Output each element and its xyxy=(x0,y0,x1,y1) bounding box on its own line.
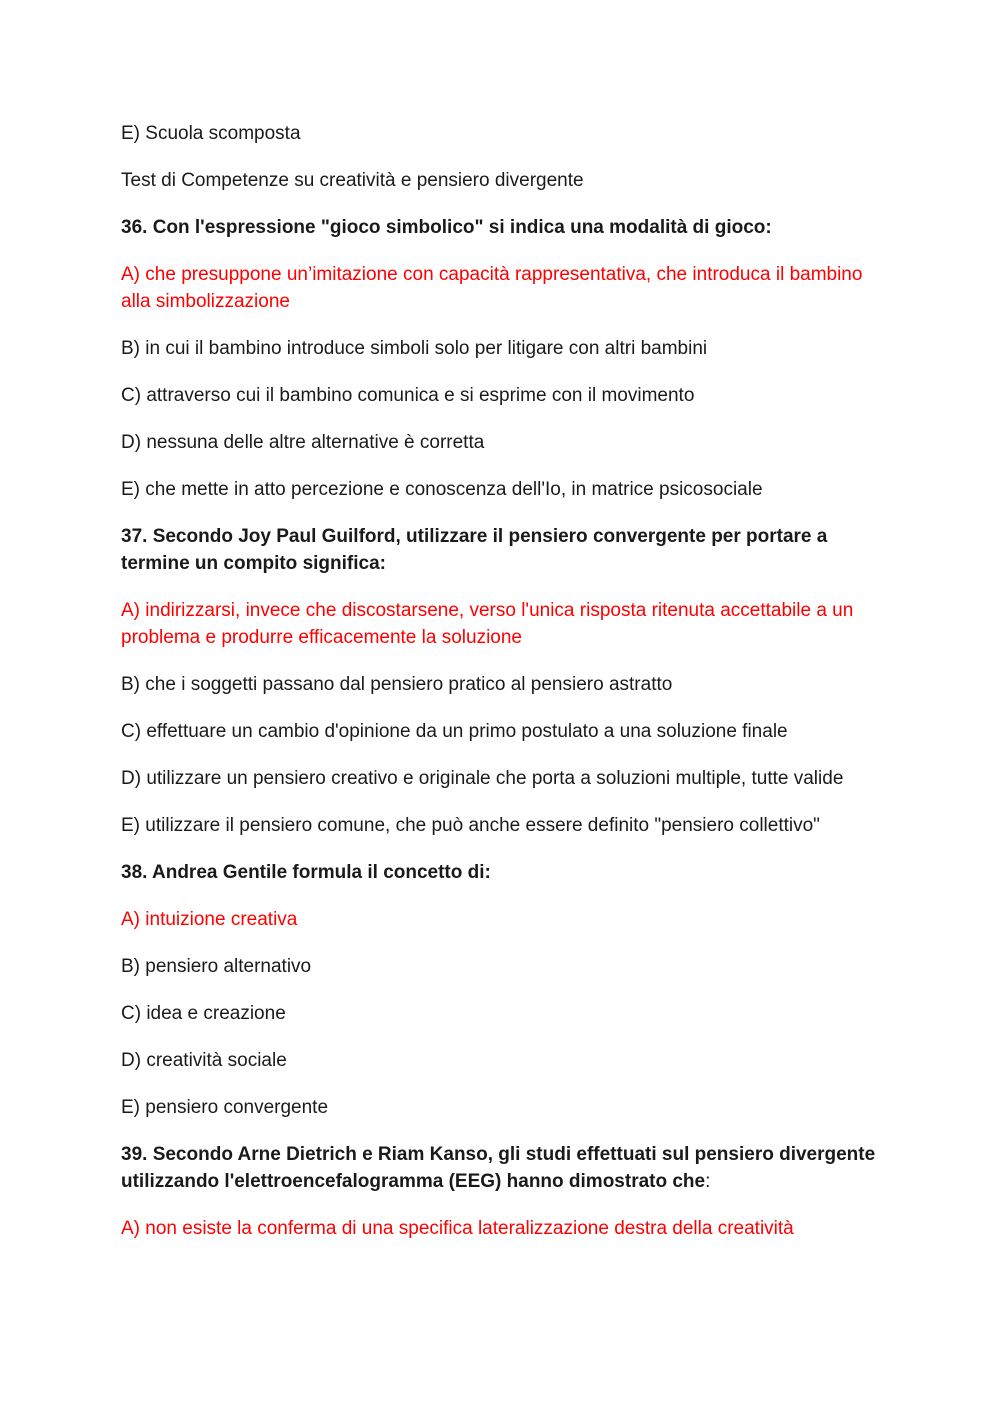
question-39-text: 39. Secondo Arne Dietrich e Riam Kanso, gli studi effettuati sul pensiero divergente utilizzando l'elettroencefalogramma (EEG) hanno dimostrato che xyxy=(121,1144,876,1192)
answer-option: B) pensiero alternativo xyxy=(121,956,312,977)
answer-option: E) utilizzare il pensiero comune, che può anche essere definito "pensiero collettivo" xyxy=(121,815,820,836)
section-title: Test di Competenze su creatività e pensiero divergente xyxy=(121,170,584,191)
question-39-colon: : xyxy=(705,1171,711,1192)
answer-option: D) creatività sociale xyxy=(121,1050,287,1071)
question-39 xyxy=(121,1141,881,1195)
answer-option-correct: A) indirizzarsi, invece che discostarsene, verso l'unica risposta ritenuta accettabile a un problema e produrre efficacemente la soluzione xyxy=(121,600,854,648)
question-37: 37. Secondo Joy Paul Guilford, utilizzare il pensiero convergente per portare a termine un compito significa: xyxy=(121,526,828,574)
question-38: 38. Andrea Gentile formula il concetto di: xyxy=(121,862,491,883)
answer-option: C) effettuare un cambio d'opinione da un primo postulato a una soluzione finale xyxy=(121,721,788,742)
answer-option-correct: A) che presuppone un’imitazione con capacità rappresentativa, che introduca il bambino alla simbolizzazione xyxy=(121,264,863,312)
question-36: 36. Con l'espressione "gioco simbolico" si indica una modalità di gioco: xyxy=(121,217,772,238)
answer-option-correct: A) non esiste la conferma di una specifica lateralizzazione destra della creatività xyxy=(121,1218,794,1239)
document-page xyxy=(121,120,881,1262)
answer-option: D) utilizzare un pensiero creativo e originale che porta a soluzioni multiple, tutte valide xyxy=(121,768,844,789)
answer-option: E) che mette in atto percezione e conoscenza dell'Io, in matrice psicosociale xyxy=(121,479,763,500)
answer-option: D) nessuna delle altre alternative è corretta xyxy=(121,432,485,453)
answer-option: E) pensiero convergente xyxy=(121,1097,329,1118)
answer-option: B) che i soggetti passano dal pensiero pratico al pensiero astratto xyxy=(121,674,673,695)
answer-option: C) attraverso cui il bambino comunica e si esprime con il movimento xyxy=(121,385,695,406)
previous-option: E) Scuola scomposta xyxy=(121,123,301,144)
answer-option: B) in cui il bambino introduce simboli solo per litigare con altri bambini xyxy=(121,338,708,359)
answer-option-correct: A) intuizione creativa xyxy=(121,909,298,930)
answer-option: C) idea e creazione xyxy=(121,1003,286,1024)
